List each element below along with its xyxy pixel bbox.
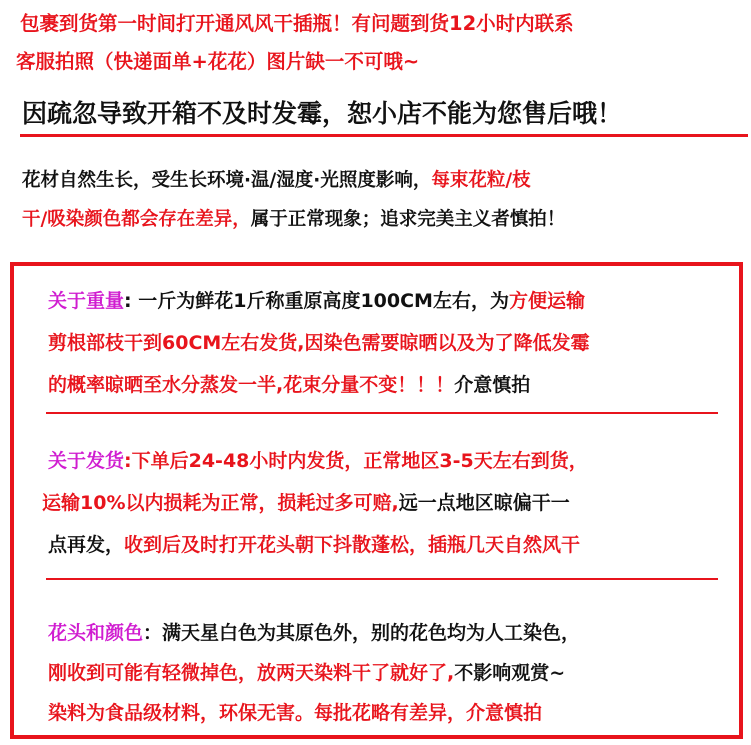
- shipping-line-1-red: :下单后24-48小时内发货，正常地区3-5天左右到货，: [124, 450, 588, 472]
- section-divider-1: [46, 412, 718, 414]
- color-line-2-black: 不影响观赏~: [454, 662, 566, 684]
- weight-line-3: [48, 370, 530, 397]
- intro-line-1: [22, 166, 531, 192]
- shipping-line-2-red: 运输10%以内损耗为正常，损耗过多可赔,: [42, 492, 399, 514]
- color-label: 花头和颜色: [48, 622, 144, 644]
- weight-line-1: [48, 286, 585, 313]
- banner-underline: [20, 134, 748, 137]
- header-line-1: 包裹到货第一时间打开通风风干插瓶！有问题到货12小时内联系: [20, 12, 574, 35]
- intro-line-2-black: 属于正常现象；追求完美主义者慎拍！: [250, 209, 566, 230]
- color-line-3: 染料为食品级材料，环保无害。每批花略有差异，介意慎拍: [48, 702, 543, 724]
- warning-banner: 因疏忽导致开箱不及时发霉，恕小店不能为您售后哦！: [22, 99, 623, 128]
- intro-line-2-red: 干/吸染颜色都会存在差异，: [22, 209, 251, 230]
- color-line-2: [48, 658, 565, 685]
- color-line-2-red: 刚收到可能有轻微掉色，放两天染料干了就好了,: [48, 662, 455, 684]
- color-line-1-black: ：满天星白色为其原色外，别的花色均为人工染色，: [143, 622, 581, 644]
- intro-line-1-black: 花材自然生长，受生长环境·温/湿度·光照度影响，: [22, 170, 432, 191]
- shipping-line-3-red: 收到后及时打开花头朝下抖散蓬松，插瓶几天自然风干: [124, 534, 581, 556]
- shipping-line-2-black: 远一点地区晾偏干一: [398, 492, 570, 514]
- weight-line-2: 剪根部枝干到60CM左右发货,因染色需要晾晒以及为了降低发霉: [48, 332, 590, 354]
- shipping-line-3-black: 点再发，: [48, 534, 125, 556]
- shipping-line-3: [48, 530, 580, 557]
- intro-line-1-red: 每束花粒/枝: [431, 170, 531, 191]
- notice-box: [10, 262, 743, 739]
- weight-line-1-red: 方便运输: [508, 290, 585, 312]
- intro-line-2: [22, 205, 565, 231]
- section-divider-2: [46, 578, 718, 580]
- shipping-label: 关于发货: [48, 450, 125, 472]
- weight-label: 关于重量: [48, 290, 125, 312]
- weight-line-3-black: 介意慎拍: [454, 374, 531, 396]
- header-line-2: 客服拍照（快递面单+花花）图片缺一不可哦~: [16, 50, 420, 73]
- shipping-line-1: [48, 446, 588, 473]
- color-line-1: [48, 618, 580, 645]
- weight-line-3-red: 的概率晾晒至水分蒸发一半,花束分量不变！！！: [48, 374, 455, 396]
- weight-line-1-black: : 一斤为鲜花1斤称重原高度100CM左右，为: [124, 290, 509, 312]
- shipping-line-2: [42, 488, 570, 515]
